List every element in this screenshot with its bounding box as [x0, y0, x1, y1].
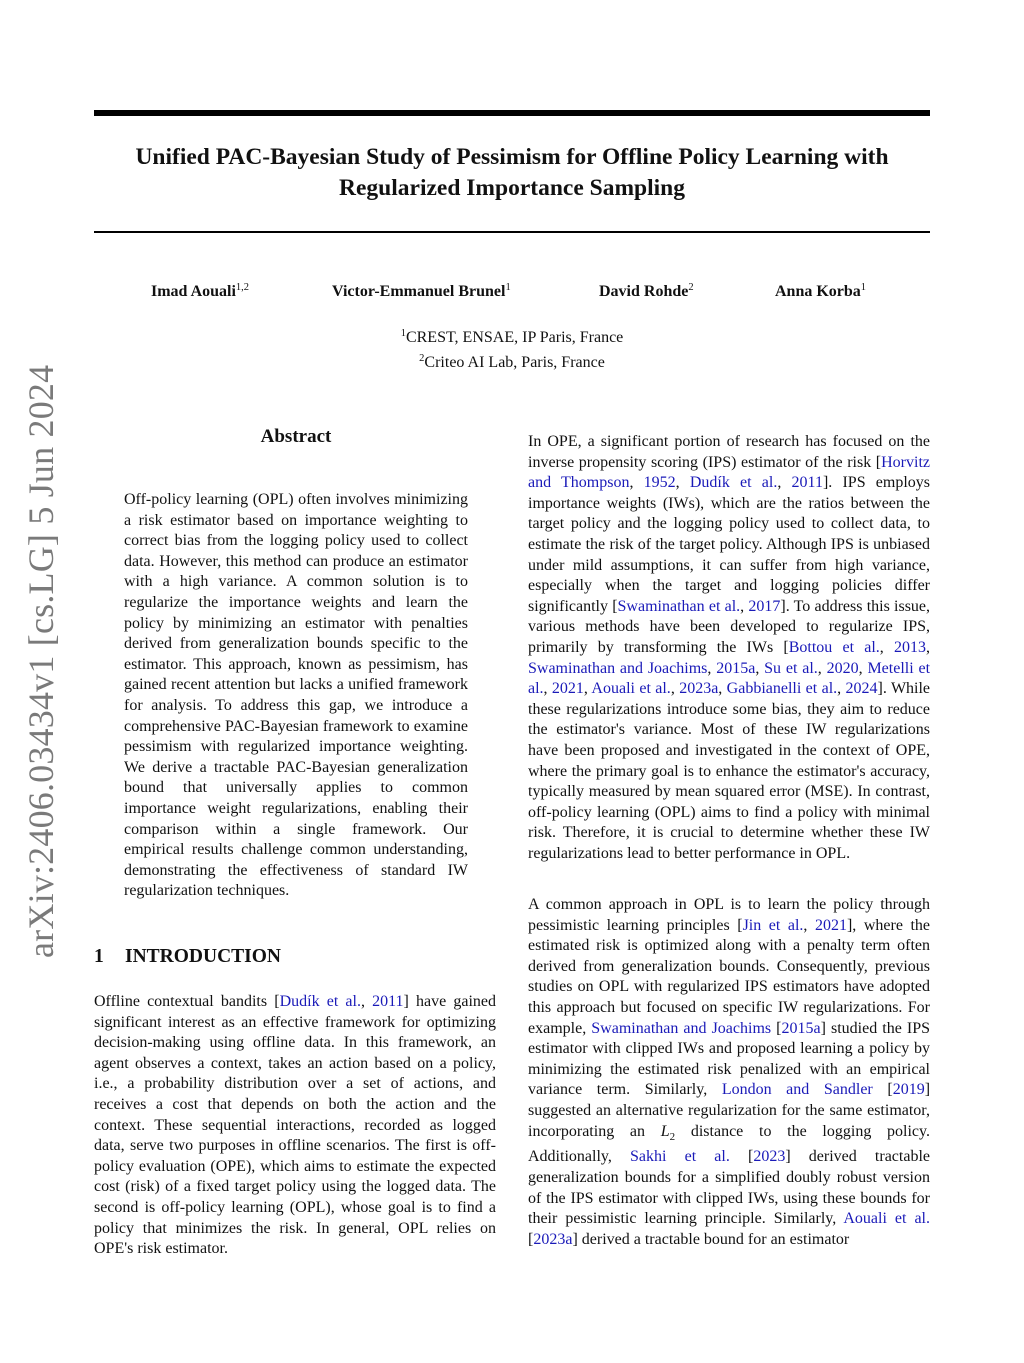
citation-link[interactable]: London and Sandler — [721, 1081, 873, 1099]
right-paragraph-1: In OPE, a significant portion of research has focused on the inverse propensity scoring (IPS) estimator of the risk [Horvitz and Thompson, 1952, Dudík et al., 2011]. IPS employs importance weights (IWs), which are the ratios between the target policy and the logging policy used to collect data, to estimate the risk of the target policy. Although IPS is unbiased under mild assumptions, it can suffer from high variance, especially when the target and logging policies differ significantly [Swaminathan et al., 2017]. To address this issue, various methods have been developed to regularize IPS, primarily by transforming the IWs [Bottou et al., 2013, Swaminathan and Joachims, 2015a, Su et al., 2020, Metelli et al., 2021, Aouali et al., 2023a, Gabbianelli et al., 2024]. While these regularizations introduce some bias, they aim to reduce the estimator's variance. Most of these IW regularizations have been proposed and investigated in the context of OPE, where the primary goal is to enhance the estimator's accuracy, typically measured by mean squared error (MSE). In contrast, off-policy learning (OPL) aims to find a policy with minimal risk. Therefore, it is crucial to determine whether these IW regularizations lead to better performance in OPL. — [528, 433, 931, 862]
citation-link[interactable]: 2013 — [894, 638, 926, 656]
author-name: Anna Korba — [775, 283, 861, 300]
author-name: Imad Aouali — [151, 283, 236, 300]
section-title: INTRODUCTION — [125, 946, 282, 967]
math-l2: $L_2$ — [660, 1122, 676, 1143]
title-rule-bottom — [94, 231, 930, 233]
citation-link[interactable]: 2019 — [892, 1081, 925, 1099]
citation-link[interactable]: Swaminathan and Joachims — [528, 659, 708, 677]
intro-paragraph: Offline contextual bandits [Dudík et al., 2011] have gained significant interest as an effective framework for optimizing decision-making using offline data. In this framework, an agent observes a context, takes an action based on a policy, i.e., a probability distribution over a set of actions, and receives a cost that depends on both the action and the context. These sequential interactions, recorded as logged data, serve two purposes in offline scenarios. The first is off-policy evaluation (OPE), which aims to estimate the expected cost (risk) of a fixed target policy using the logged data. The second is off-policy learning (OPL), whose goal is to find a policy that minimizes the risk. In general, OPL relies on OPE's risk estimator. — [94, 993, 497, 1258]
affiliation-1: $^1$CREST, ENSAE, IP Paris, France — [400, 328, 624, 346]
abstract-heading: Abstract — [260, 426, 332, 447]
citation-link[interactable]: Swaminathan and Joachims — [591, 1019, 772, 1037]
citation-link[interactable]: 2015a — [781, 1019, 821, 1037]
citation-link[interactable]: Aouali et al. — [591, 680, 671, 698]
paper-title — [94, 142, 930, 204]
author-affil-sup: 1 — [505, 282, 511, 293]
citation-link[interactable]: Dudík et al. — [279, 993, 361, 1010]
arxiv-stamp: arXiv:2406.03434v1 [cs.LG] 5 Jun 2024 — [21, 364, 61, 958]
title-line-2: Regularized Importance Sampling — [339, 175, 685, 201]
author-3 — [599, 282, 694, 301]
citation-link[interactable]: Horvitz and Thompson — [528, 453, 930, 492]
citation-link[interactable]: Dudík et al. — [689, 474, 778, 492]
author-name: Victor-Emmanuel Brunel — [332, 283, 506, 300]
citation-link[interactable]: Bottou et al. — [788, 638, 880, 656]
citation-link[interactable]: 2011 — [791, 474, 823, 492]
affiliation-2: $^2$Criteo AI Lab, Paris, France — [419, 353, 605, 371]
section-number: 1 — [94, 946, 104, 967]
citation-link[interactable]: 2017 — [748, 597, 781, 615]
citation-link[interactable]: 2023a — [679, 680, 719, 698]
affiliations — [0, 323, 1024, 373]
citation-link[interactable]: 1952 — [643, 474, 676, 492]
citation-link[interactable]: 2024 — [845, 680, 878, 698]
citation-link[interactable]: Swaminathan et al. — [617, 597, 741, 615]
citation-link[interactable]: Gabbianelli et al. — [726, 680, 838, 698]
citation-link[interactable]: 2015a — [716, 659, 756, 677]
citation-link[interactable]: 2023 — [753, 1148, 786, 1166]
author-2 — [332, 282, 511, 301]
right-paragraph-2: A common approach in OPL is to learn the policy through pessimistic learning principles [Jin et al., 2021], where the estimated risk is optimized along with a penalty term often derived from generalization bounds. Consequently, previous studies on OPL with regularized IPS estimators have adopted this approach but focused on specific IW regularizations. For example, Swaminathan and Joachims [2015a] studied the IPS estimator with clipped IWs and proposed learning a policy by minimizing the estimated risk penalized with an empirical variance term. Similarly, London and Sandler [2019] suggested an alternative regularization for the same estimator, incorporating an $L_2$ distance to the logging policy. Additionally, Sakhi et al. [2023] derived tractable generalization bounds for a simplified doubly robust version of the IPS estimator with clipped IWs, using these bounds for their pessimistic learning principle. Similarly, Aouali et al. [2023a] derived a tractable bound for an estimator — [528, 896, 931, 1248]
citation-link[interactable]: 2021 — [814, 916, 847, 934]
author-affil-sup: 1 — [860, 282, 867, 293]
title-rule-top — [94, 110, 930, 116]
citation-link[interactable]: Metelli et al. — [528, 659, 931, 698]
author-name: David Rohde — [599, 283, 689, 300]
citation-link[interactable]: Su et al. — [764, 659, 818, 677]
author-affil-sup: 1,2 — [235, 282, 250, 293]
author-4 — [775, 282, 866, 301]
citation-link[interactable]: Aouali et al. — [843, 1210, 930, 1228]
citation-link[interactable]: 2011 — [372, 993, 404, 1010]
abstract-text: Off-policy learning (OPL) often involves minimizing a risk estimator based on importance weighting to correct bias from the logging policy used to collect data. However, this method can produce an estimator with a high variance. A common solution is to regularize the importance weights and learn the policy by minimizing an estimator with penalties derived from generalization bounds specific to the estimator. This approach, known as pessimism, has gained recent attention but lacks a unified framework for analysis. To address this gap, we introduce a comprehensive PAC-Bayesian framework to examine pessimism with regularized importance weighting. We derive a tractable PAC-Bayesian generalization bound that universally applies to common importance weight regularizations, enabling their comparison within a single framework. Our empirical results challenge common understanding, demonstrating the effectiveness of standard IW regularization techniques. — [124, 491, 468, 900]
citation-link[interactable]: 2021 — [551, 680, 584, 698]
title-line-1: Unified PAC-Bayesian Study of Pessimism for Offline Policy Learning with — [135, 144, 889, 170]
citation-link[interactable]: 2023a — [533, 1230, 573, 1248]
section-heading-introduction — [94, 946, 281, 968]
author-1 — [151, 282, 249, 301]
citation-link[interactable]: Jin et al. — [742, 916, 804, 934]
citation-link[interactable]: Sakhi et al. — [630, 1148, 730, 1166]
citation-link[interactable]: 2020 — [826, 659, 859, 677]
author-affil-sup: 2 — [688, 282, 694, 293]
